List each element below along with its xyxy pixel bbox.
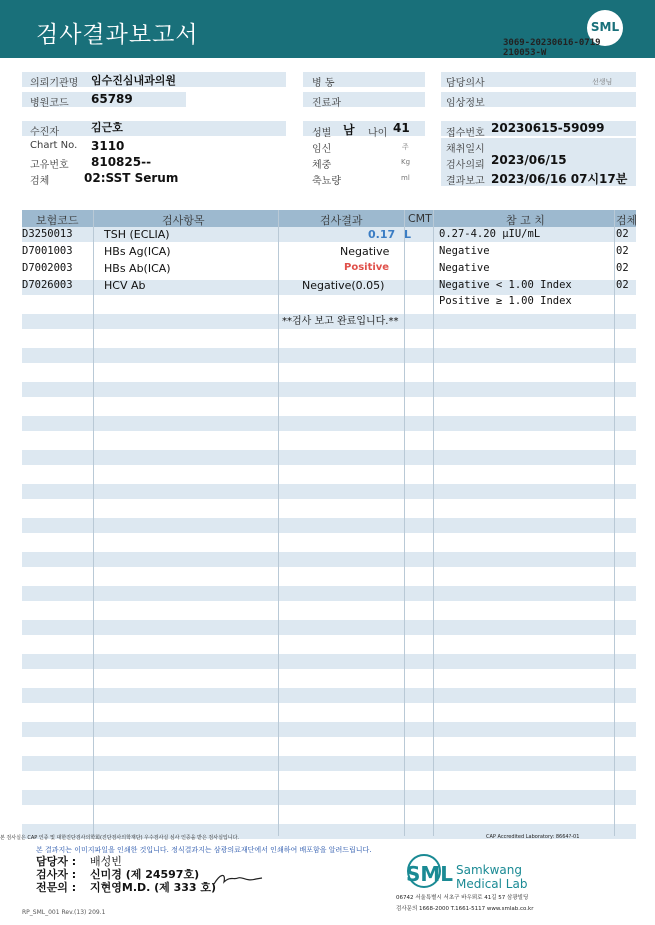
table-row-stripe [22,552,636,567]
lab-address: 06742 서울특별시 서초구 바우뫼로 41길 57 삼광빌딩 [396,895,529,901]
row-code: D7001003 [22,245,73,257]
request-label: 검사의뢰 [446,160,485,171]
tech2-name: 신미경 (제 24597호) [90,868,200,881]
table-row-stripe [22,484,636,499]
report-complete-note: **검사 보고 완료입니다.** [282,316,399,327]
institution-label: 의뢰기관명 [30,78,79,89]
column-divider [614,210,615,836]
results-table-header [22,210,636,227]
brand-name-line1: Samkwang [456,863,522,877]
urine-label: 축뇨량 [312,176,341,187]
md-name: 지현영M.D. (제 333 호) [90,881,217,894]
report-date: 2023/06/16 07시17분 [491,172,628,186]
info-bar [22,121,286,136]
sex-label: 성별 [312,128,332,139]
row-specimen: 02 [616,279,629,291]
table-row-stripe [22,790,636,805]
table-row-stripe [22,722,636,737]
pregnancy-unit: 주 [402,143,409,151]
row-item: TSH (ECLIA) [104,228,170,241]
column-divider [93,210,94,836]
form-code: RP_SML_001 Rev.(13) 209.1 [22,909,106,916]
row-specimen: 02 [616,245,629,257]
row-flag: L [404,228,412,241]
row-item: HBs Ab(ICA) [104,262,171,275]
weight-unit: Kg [401,158,411,166]
id-value: 810825-- [91,155,152,169]
sml-brand-logo: SML [406,862,454,886]
receipt-value: 20230615-59099 [491,121,605,135]
id-label: 고유번호 [30,160,69,171]
clinical-info-label: 임상정보 [446,98,485,109]
column-divider [278,210,279,836]
signature-image [212,870,264,888]
tech1-label: 담당자 : [36,855,77,868]
lab-contact: 검사문의 1668-2000 T.1661-5117 www.smlab.co.kr [396,906,534,912]
request-date: 2023/06/15 [491,153,567,167]
chart-no-label: Chart No. [30,140,78,151]
table-row-stripe [22,450,636,465]
hospital-code-label: 병원코드 [30,98,69,109]
doctor-label: 담당의사 [446,78,485,89]
table-row-stripe [22,348,636,363]
collection-label: 채취일시 [446,144,485,155]
doctor-suffix: 선생님 [592,78,613,86]
header-specimen: 검체 [616,214,638,227]
patient-value: 김근호 [91,121,123,134]
brand-name-line2: Medical Lab [456,877,528,891]
patient-label: 수진자 [30,127,59,138]
weight-label: 체중 [312,160,332,171]
row-code: D7002003 [22,262,73,274]
row-specimen: 02 [616,262,629,274]
row-reference-2: Positive ≥ 1.00 Index [439,295,572,307]
column-divider [404,210,405,836]
print-notice: 본 결과지는 이미지파일을 인쇄한 것입니다. 정식결과지는 삼광의료재단에서 인쇄하여 배포함을 알려드립니다. [36,846,372,854]
document-number: 3069-20230616-0719 [503,38,601,48]
table-row-stripe [22,688,636,703]
table-row-stripe [22,654,636,669]
header-cmt: CMT [408,212,432,225]
column-divider [433,210,434,836]
header-insurance-code: 보험코드 [36,214,79,227]
row-result: Negative [340,245,390,258]
report-date-label: 결과보고 [446,176,485,187]
row-reference: Negative [439,245,490,257]
specimen-value: 02:SST Serum [84,171,179,185]
row-result: Positive [344,262,390,273]
cap-lab-number: CAP Accredited Laboratory: 8664?-01 [486,834,580,840]
row-result: 0.17 [368,228,396,241]
row-reference: Negative < 1.00 Index [439,279,572,291]
hospital-code-value: 65789 [91,92,133,106]
tech1-name: 배성빈 [90,855,122,868]
table-row-stripe [22,620,636,635]
row-item: HBs Ag(ICA) [104,245,171,258]
document-number-suffix: 210053-W [503,48,547,58]
row-result: Negative(0.05) [302,279,385,292]
row-reference: 0.27-4.20 μIU/mL [439,228,541,240]
specimen-label: 검체 [30,176,50,187]
header-reference: 참 고 치 [506,214,545,227]
header-result: 검사결과 [320,214,363,227]
header-test-item: 검사항목 [162,214,205,227]
row-item: HCV Ab [104,279,146,292]
row-specimen: 02 [616,228,629,240]
dept-label: 진료과 [312,98,341,109]
age-label: 나이 [368,128,388,139]
table-row-stripe [22,416,636,431]
urine-unit: ml [401,174,410,182]
table-row-stripe [22,756,636,771]
ward-label: 병 동 [312,78,335,89]
row-code: D7026003 [22,279,73,291]
sml-logo-text: SML [590,20,620,34]
receipt-label: 접수번호 [446,128,485,139]
cap-notice: 본 검사실은 CAP 인증 및 대한진단검사의학회(진단검사의학재단) 우수검사실 심사 인증을 받은 검사실입니다. [0,835,240,841]
sex-value: 남 [343,123,355,137]
report-title: 검사결과보고서 [36,22,199,48]
chart-no-value: 3110 [91,139,125,153]
md-label: 전문의 : [36,881,77,894]
pregnancy-label: 임신 [312,144,332,155]
tech2-label: 검사자 : [36,868,77,881]
table-row-stripe [22,518,636,533]
age-value: 41 [393,121,410,135]
table-row-stripe [22,382,636,397]
row-code: D3250013 [22,228,73,240]
table-row-stripe [22,586,636,601]
row-reference: Negative [439,262,490,274]
institution-value: 임수진심내과의원 [91,74,177,87]
